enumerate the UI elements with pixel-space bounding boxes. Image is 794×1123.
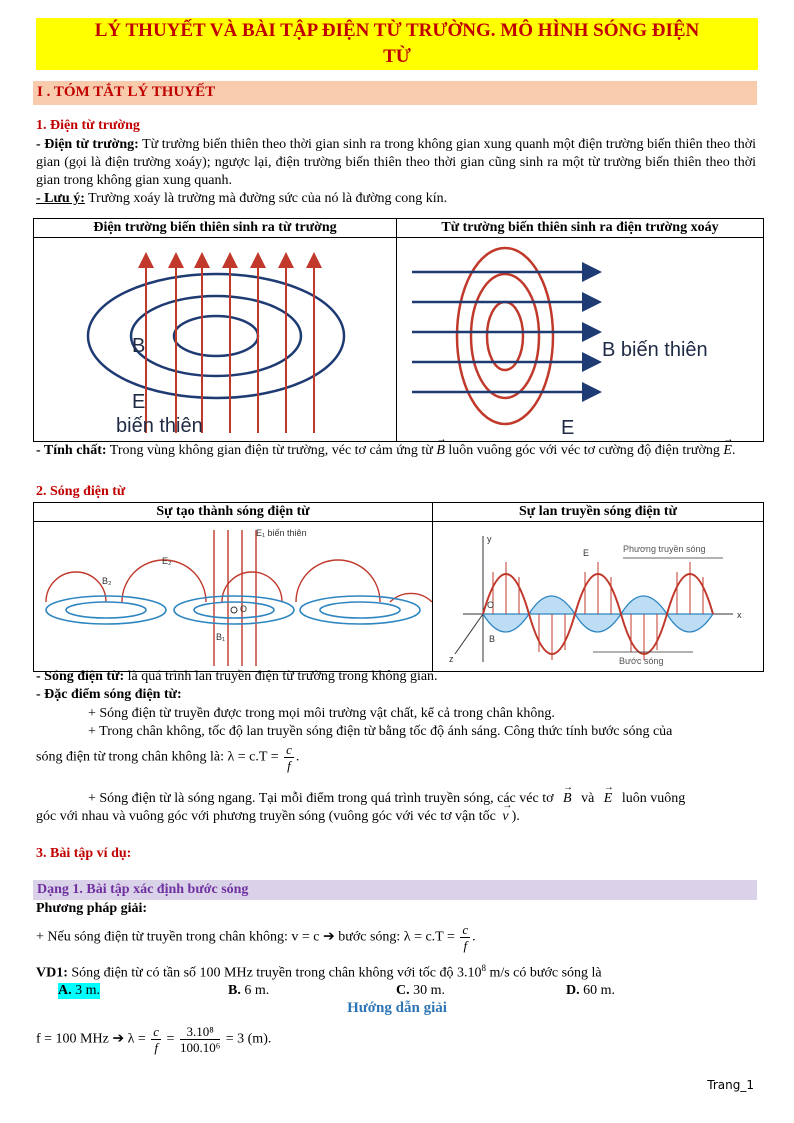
svg-text:O: O [487, 600, 495, 610]
wave-propagation-diagram [433, 522, 763, 666]
example-question: VD1: Sóng điện từ có tần số 100 MHz truyền trong chân không với tốc độ 3.10$^8$ m/s có bước sóng là [36, 963, 602, 981]
svg-text:Bước sóng: Bước sóng [619, 656, 664, 666]
page-title: LÝ THUYẾT VÀ BÀI TẬP ĐIỆN TỪ TRƯỜNG. MÔ HÌNH SÓNG ĐIỆN TỪ [36, 18, 758, 70]
dang1-heading-bar [33, 880, 757, 900]
table1-left-header: Điện trường biến thiên sinh ra từ trường [34, 219, 397, 238]
definition-paragraph: - Điện từ trường: Từ trường biến thiên theo thời gian sinh ra trong không gian xung quanh một điện trường biến thiên theo thời gian (gọi là điện trường xoáy); ngược lại, điện trường biến thiên theo thời gian cũng sinh ra một từ trường biến thiên theo thời gian trong không gian xung quanh. [36, 137, 756, 188]
svg-text:E: E [561, 417, 575, 436]
svg-text:E₂: E₂ [162, 556, 172, 566]
page-number: Trang_1 [707, 1078, 754, 1092]
property-paragraph: - Tính chất: Trong vùng không gian điện từ trường, véc tơ cảm ứng từ → B luôn vuông góc với véc tơ cường độ điện trường → E. [36, 442, 756, 460]
wave-feature-3: + Sóng điện từ là sóng ngang. Tại mỗi điểm trong quá trình truyền sóng, các véc tơ → B và → E luôn vuông [88, 790, 756, 808]
magnetic-field-induces-electric-diagram [397, 238, 763, 436]
subheading-2: 2. Sóng điện từ [36, 484, 126, 499]
field-figure-table [33, 218, 764, 442]
dang1-heading: Dạng 1. Bài tập xác định bước sóng [37, 882, 249, 897]
option-b[interactable]: B. 6 m. [228, 983, 270, 998]
svg-text:y: y [487, 534, 492, 544]
svg-text:x: x [737, 610, 742, 620]
table1-right-cell [397, 238, 764, 442]
svg-text:E: E [583, 548, 590, 558]
subheading-3: 3. Bài tập ví dụ: [36, 846, 132, 861]
svg-text:O: O [240, 604, 248, 614]
wave-features-label: - Đặc điểm sóng điện từ: [36, 687, 182, 702]
wave-feature-1: + Sóng điện từ truyền được trong mọi môi trường vật chất, kể cả trong chân không. [88, 706, 555, 721]
wave-figure-table [33, 502, 764, 672]
table2-right-header: Sự lan truyền sóng điện từ [433, 503, 764, 522]
wave-formation-diagram [34, 522, 432, 666]
method-label: Phương pháp giải: [36, 901, 148, 916]
section-heading-bar [33, 81, 757, 105]
svg-text:biến thiên: biến thiên [116, 415, 203, 436]
wave-feature-3-cont: góc với nhau và vuông góc với phương truyền sóng (vuông góc với véc tơ vận tốc → v ). [36, 808, 756, 826]
table2-left-header: Sự tạo thành sóng điện từ [34, 503, 433, 522]
option-c[interactable]: C. 30 m. [396, 983, 446, 998]
svg-text:Phương truyền sóng: Phương truyền sóng [623, 544, 706, 554]
method-formula: + Nếu sóng điện từ truyền trong chân không: v = c ➔ bước sóng: λ = c.T = $\frac{c}{f}$ . [36, 922, 476, 953]
svg-text:E: E [132, 391, 146, 413]
wave-definition: - Sóng điện từ: là quá trình lan truyền điện từ trường trong không gian. [36, 669, 438, 684]
svg-text:B: B [489, 634, 496, 644]
svg-text:B₁: B₁ [216, 632, 226, 642]
table2-right-cell [433, 522, 764, 672]
svg-text:B: B [132, 335, 146, 357]
solution-heading: Hướng dẫn giải [347, 1000, 447, 1016]
svg-text:z: z [449, 654, 454, 664]
electric-field-induces-magnetic-diagram [34, 238, 396, 436]
solution-formula: f = 100 MHz ➔ λ = $\frac{c}{f}$ = $\frac{\text{3.10⁸}}{\text{100.10⁶}}$ = 3 (m). [36, 1024, 272, 1055]
svg-text:B biến thiên: B biến thiên [602, 339, 708, 361]
note-paragraph: - Lưu ý: Trường xoáy là trường mà đường sức của nó là đường cong kín. [36, 191, 448, 206]
subheading-1: 1. Điện từ trường [36, 118, 140, 133]
svg-text:B₂: B₂ [102, 576, 112, 586]
table2-left-cell [34, 522, 433, 672]
table1-right-header: Từ trường biến thiên sinh ra điện trường xoáy [397, 219, 764, 238]
section-heading: I . TÓM TẮT LÝ THUYẾT [37, 84, 216, 100]
wave-feature-2-formula: sóng điện từ trong chân không là: λ = c.T = $\frac{c}{f}$ . [36, 742, 300, 773]
svg-text:E₁ biến thiên: E₁ biến thiên [256, 528, 307, 538]
wave-feature-2: + Trong chân không, tốc độ lan truyền sóng điện từ bằng tốc độ ánh sáng. Công thức tính bước sóng của [88, 724, 673, 739]
option-d[interactable]: D. 60 m. [566, 983, 616, 998]
table1-left-cell [34, 238, 397, 442]
option-a[interactable]: A. 3 m. [58, 983, 101, 998]
